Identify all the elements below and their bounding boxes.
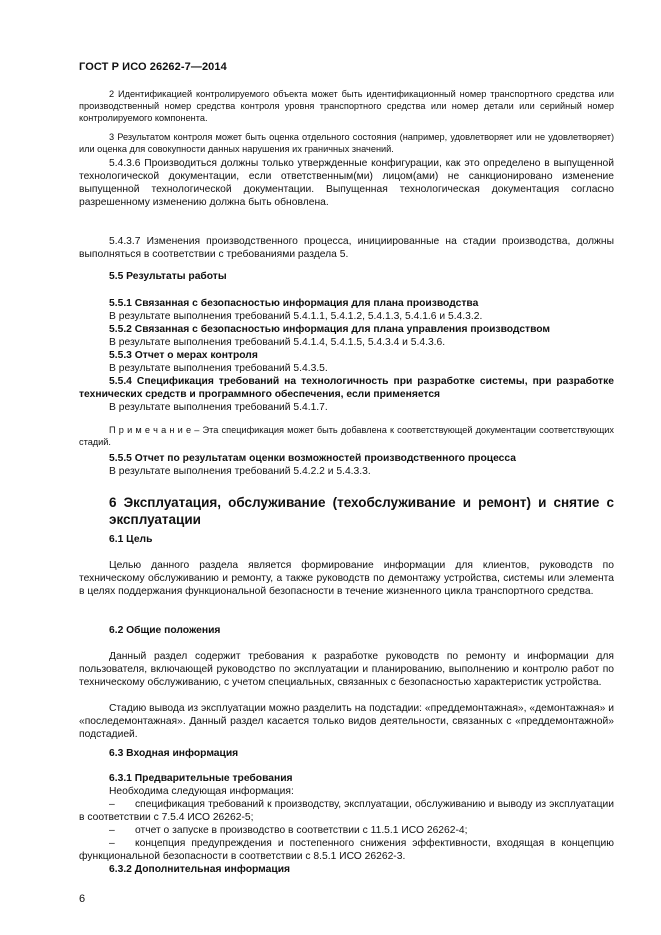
section-5-5-title: 5.5 Результаты работы <box>109 271 227 282</box>
item-5-5-2-title: 5.5.2 Связанная с безопасностью информация для плана управления производством <box>109 324 551 335</box>
section-6-2-text-2: Стадию вывода из эксплуатации можно разделить на подстадии: «преддемонтажная», «демонтажная» и «последемонтажная». Данный раздел касается только видов деятельности, связанных с «преддемонтажной» подстадией. <box>79 703 614 740</box>
note-label: П р и м е ч а н и е <box>109 425 192 435</box>
item-5-5-4-title: 5.5.4 Спецификация требований на технологичность при разработке системы, при разработке технических средств и программного обеспечения, если применяется <box>79 376 614 400</box>
note-3: 3 Результатом контроля может быть оценка отдельного состояния (например, удовлетворяет или не удовлетворяет) или оценка для совокупности данных нарушения их граничных значений. <box>79 132 614 154</box>
section-6-title: 6 Эксплуатация, обслуживание (техобслуживание и ремонт) и снятие с эксплуатации <box>109 495 614 527</box>
section-6-3-1-title: 6.3.1 Предварительные требования <box>109 773 293 784</box>
list-item: – спецификация требований к производству, эксплуатации, обслуживанию и выводу из эксплуатации в соответствии с 7.5.4 ИСО 26262-5; <box>79 799 614 823</box>
item-5-5-3-title: 5.5.3 Отчет о мерах контроля <box>109 350 258 361</box>
document-code-header: ГОСТ Р ИСО 26262-7—2014 <box>79 61 227 73</box>
item-5-5-3-text: В результате выполнения требований 5.4.3.5. <box>109 363 328 374</box>
section-6-3-2-title: 6.3.2 Дополнительная информация <box>109 864 291 875</box>
section-6-1-title: 6.1 Цель <box>109 534 153 545</box>
list-item: – концепция предупреждения и постепенного снижения эффективности, входящая в концепцию функциональной безопасности в соответствии с 8.5.1 ИСО 26262-3. <box>79 838 614 862</box>
paragraph-5-4-3-7: 5.4.3.7 Изменения производственного процесса, инициированные на стадии производства, должны выполняться в соответствии с требованиями раздела 5. <box>79 236 614 260</box>
item-5-5-5-text: В результате выполнения требований 5.4.2.2 и 5.4.3.3. <box>109 466 371 477</box>
paragraph-5-4-3-6: 5.4.3.6 Производиться должны только утвержденные конфигурации, как это определено в выпущенной технологической документации, если ответственным(ми) лицом(ами) не санкционировано изменение выпущенной технологической документации. Выпущенная технологическая документация согласно разрешенному изменению должна быть обновлена. <box>79 158 614 208</box>
section-6-3-title: 6.3 Входная информация <box>109 748 239 759</box>
section-6-2-text-1: Данный раздел содержит требования к разработке руководств по ремонту и информации для пользователя, включающей руководство по эксплуатации и планированию, выполнению и контролю работ по техническому обслуживанию, с учетом специальных, связанных с безопасностью характеристик устройства. <box>79 651 614 688</box>
item-5-5-1-title: 5.5.1 Связанная с безопасностью информация для плана производства <box>109 298 479 309</box>
list-item: – отчет о запуске в производство в соответствии с 11.5.1 ИСО 26262-4; <box>109 825 468 836</box>
item-5-5-4-text: В результате выполнения требований 5.4.1.7. <box>109 402 328 413</box>
note-text: – Эта спецификация может быть добавлена к соответствующей документации соответствующих стадий. <box>79 425 614 447</box>
item-5-5-2-text: В результате выполнения требований 5.4.1.4, 5.4.1.5, 5.4.3.4 и 5.4.3.6. <box>109 337 446 348</box>
section-6-3-1-intro: Необходима следующая информация: <box>109 786 294 797</box>
section-6-1-text: Целью данного раздела является формирование информации для клиентов, руководств по техническому обслуживанию и ремонту, а также руководств по демонтажу устройства, системы или элемента в целях поддержания функциональной безопасности в течение жизненного цикла транспортного средства. <box>79 560 614 597</box>
note-2: 2 Идентификацией контролируемого объекта может быть идентификационный номер транспортного средства или производственный номер средства контроля уровня транспортного средства или номер детали или серийный номер контролируемого компонента. <box>79 89 614 123</box>
item-5-5-1-text: В результате выполнения требований 5.4.1.1, 5.4.1.2, 5.4.1.3, 5.4.1.6 и 5.4.3.2. <box>109 311 483 322</box>
section-6-2-title: 6.2 Общие положения <box>109 625 221 636</box>
page-number: 6 <box>79 893 86 905</box>
note-5-5-4 <box>79 424 614 448</box>
item-5-5-5-title: 5.5.5 Отчет по результатам оценки возможностей производственного процесса <box>109 453 516 464</box>
